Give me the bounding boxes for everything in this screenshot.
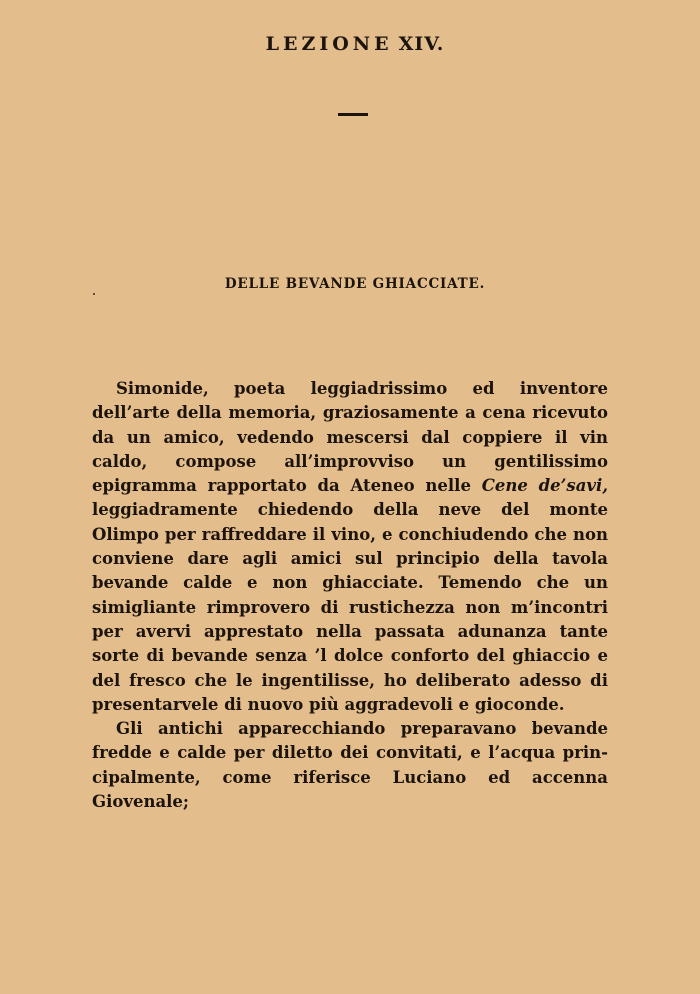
body-text bbox=[92, 377, 608, 814]
ink-speck bbox=[93, 293, 95, 295]
paragraph-1-text-b: leggiadramente chiedendo della neve del monte Olimpo per raffreddare il vino, e conchiudendo che non conviene dare agli amici sul principio della tavola bevande calde e non ghiacciate. Temendo che un simigliante rimprovero di rustichezza non m’incontri per avervi apprestato nella passata adunanza tante sorte di bevande senza ’l dolce conforto del ghiaccio e del fresco che le ingentilisse, ho deliberato adesso di presentarvele di nuovo più aggradevoli e gioconde. bbox=[92, 500, 608, 714]
section-title: DELLE BEVANDE GHIACCIATE. bbox=[224, 276, 486, 292]
ornamental-rule bbox=[338, 113, 368, 116]
lesson-number: XIV. bbox=[398, 33, 445, 55]
paragraph-1-italic-title: Cene de’savi, bbox=[481, 476, 608, 496]
lesson-heading bbox=[0, 33, 700, 55]
paragraph-2: Gli antichi apparecchiando preparavano bevande fredde e calde per diletto dei convitati, e l’acqua principalmente, come riferisce Luciano ed accenna Giovenale; bbox=[92, 719, 608, 812]
paragraph-1-text-a: Simonide, poeta leggiadrissimo ed inventore dell’arte della memoria, graziosamente a cena ricevuto da un amico, vedendo mescersi dal coppiere il vin caldo, compose all’improvviso un gentilissimo epigramma rapportato da Ateneo nelle bbox=[92, 379, 608, 496]
lesson-label: LEZIONE bbox=[265, 33, 393, 55]
paragraph-1 bbox=[92, 377, 608, 717]
